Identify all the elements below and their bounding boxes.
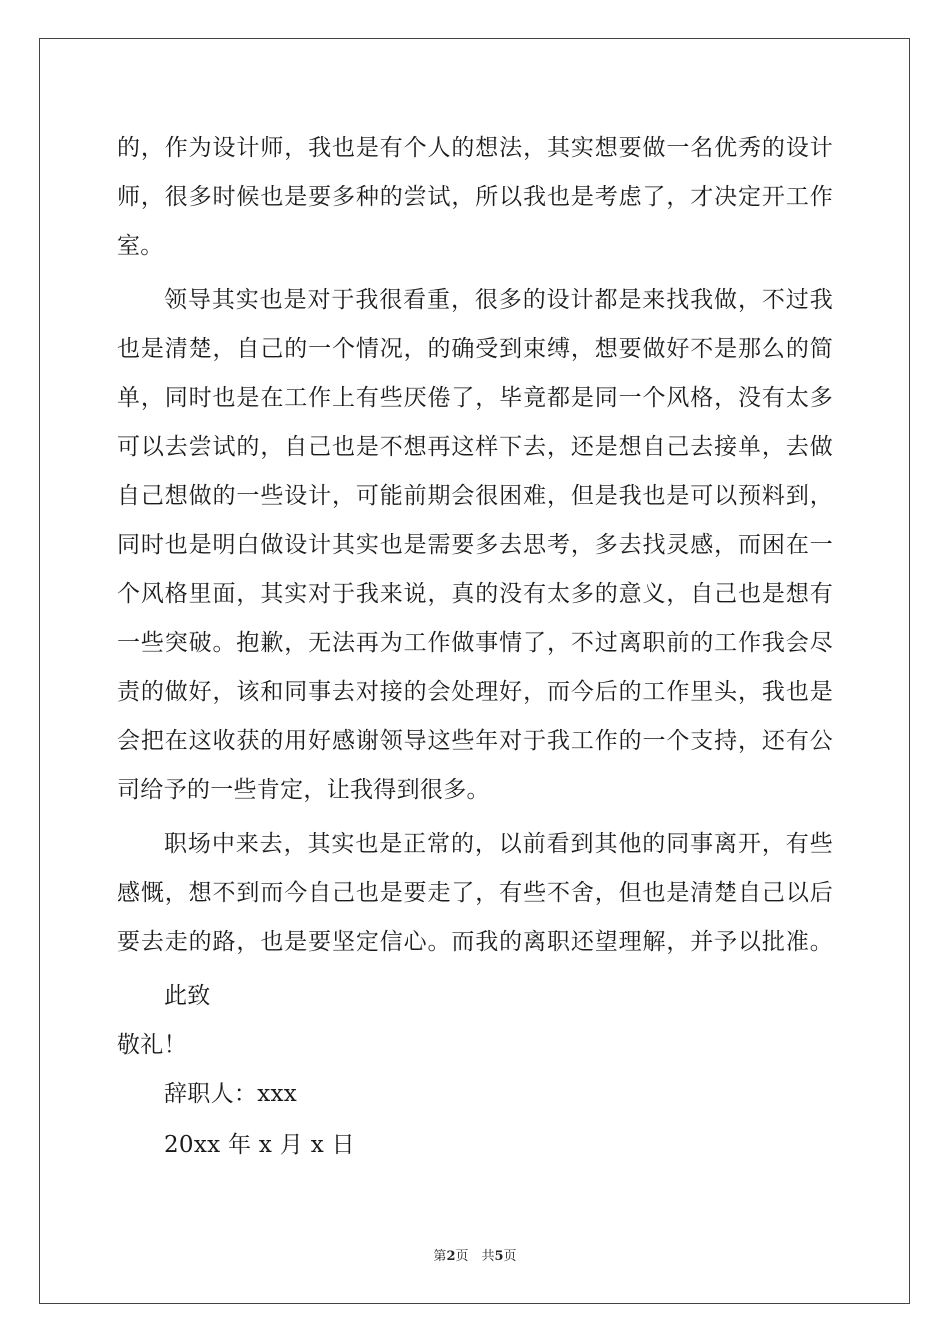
closing-salutation: 此致 (164, 983, 211, 1009)
closing-regards: 敬礼！ (117, 1032, 187, 1058)
page-border (39, 38, 910, 1304)
body-line: 感慨，想不到而今自己也是要走了，有些不舍，但也是清楚自己以后 (117, 880, 833, 906)
body-line: 自己想做的一些设计，可能前期会很困难，但是我也是可以预料到， (117, 483, 833, 509)
body-line: 单，同时也是在工作上有些厌倦了，毕竟都是同一个风格，没有太多 (117, 385, 833, 411)
body-line: 会把在这收获的用好感谢领导这些年对于我工作的一个支持，还有公 (117, 728, 833, 754)
body-line: 的，作为设计师，我也是有个人的想法，其实想要做一名优秀的设计 (117, 135, 833, 161)
page-middle: 页 共 (455, 1249, 495, 1264)
body-line: 可以去尝试的，自己也是不想再这样下去，还是想自己去接单，去做 (117, 434, 833, 460)
body-line: 师，很多时候也是要多种的尝试，所以我也是考虑了，才决定开工作 (117, 184, 833, 210)
body-line: 一些突破。抱歉，无法再为工作做事情了，不过离职前的工作我会尽 (117, 630, 833, 656)
body-line: 责的做好，该和同事去对接的会处理好，而今后的工作里头，我也是 (117, 679, 833, 705)
body-line: 个风格里面，其实对于我来说，真的没有太多的意义，自己也是想有 (117, 581, 833, 607)
page-prefix: 第 (433, 1249, 447, 1264)
paragraph-first-line: 职场中来去，其实也是正常的，以前看到其他的同事离开，有些 (164, 831, 833, 857)
body-line: 要去走的路，也是要坚定信心。而我的离职还望理解，并予以批准。 (117, 929, 833, 955)
date-line: 20xx 年 x 月 x 日 (164, 1132, 355, 1158)
body-line: 室。 (117, 233, 164, 259)
page-current: 2 (446, 1249, 456, 1264)
page-suffix: 页 (503, 1249, 517, 1264)
page-total: 5 (494, 1249, 504, 1264)
page-number-footer (0, 1248, 950, 1266)
body-line: 司给予的一些肯定，让我得到很多。 (117, 777, 490, 803)
signer-line: 辞职人：xxx (164, 1081, 298, 1107)
body-line: 同时也是明白做设计其实也是需要多去思考，多去找灵感，而困在一 (117, 532, 833, 558)
body-line: 也是清楚，自己的一个情况，的确受到束缚，想要做好不是那么的简 (117, 336, 833, 362)
paragraph-first-line: 领导其实也是对于我很看重，很多的设计都是来找我做，不过我 (164, 287, 833, 313)
